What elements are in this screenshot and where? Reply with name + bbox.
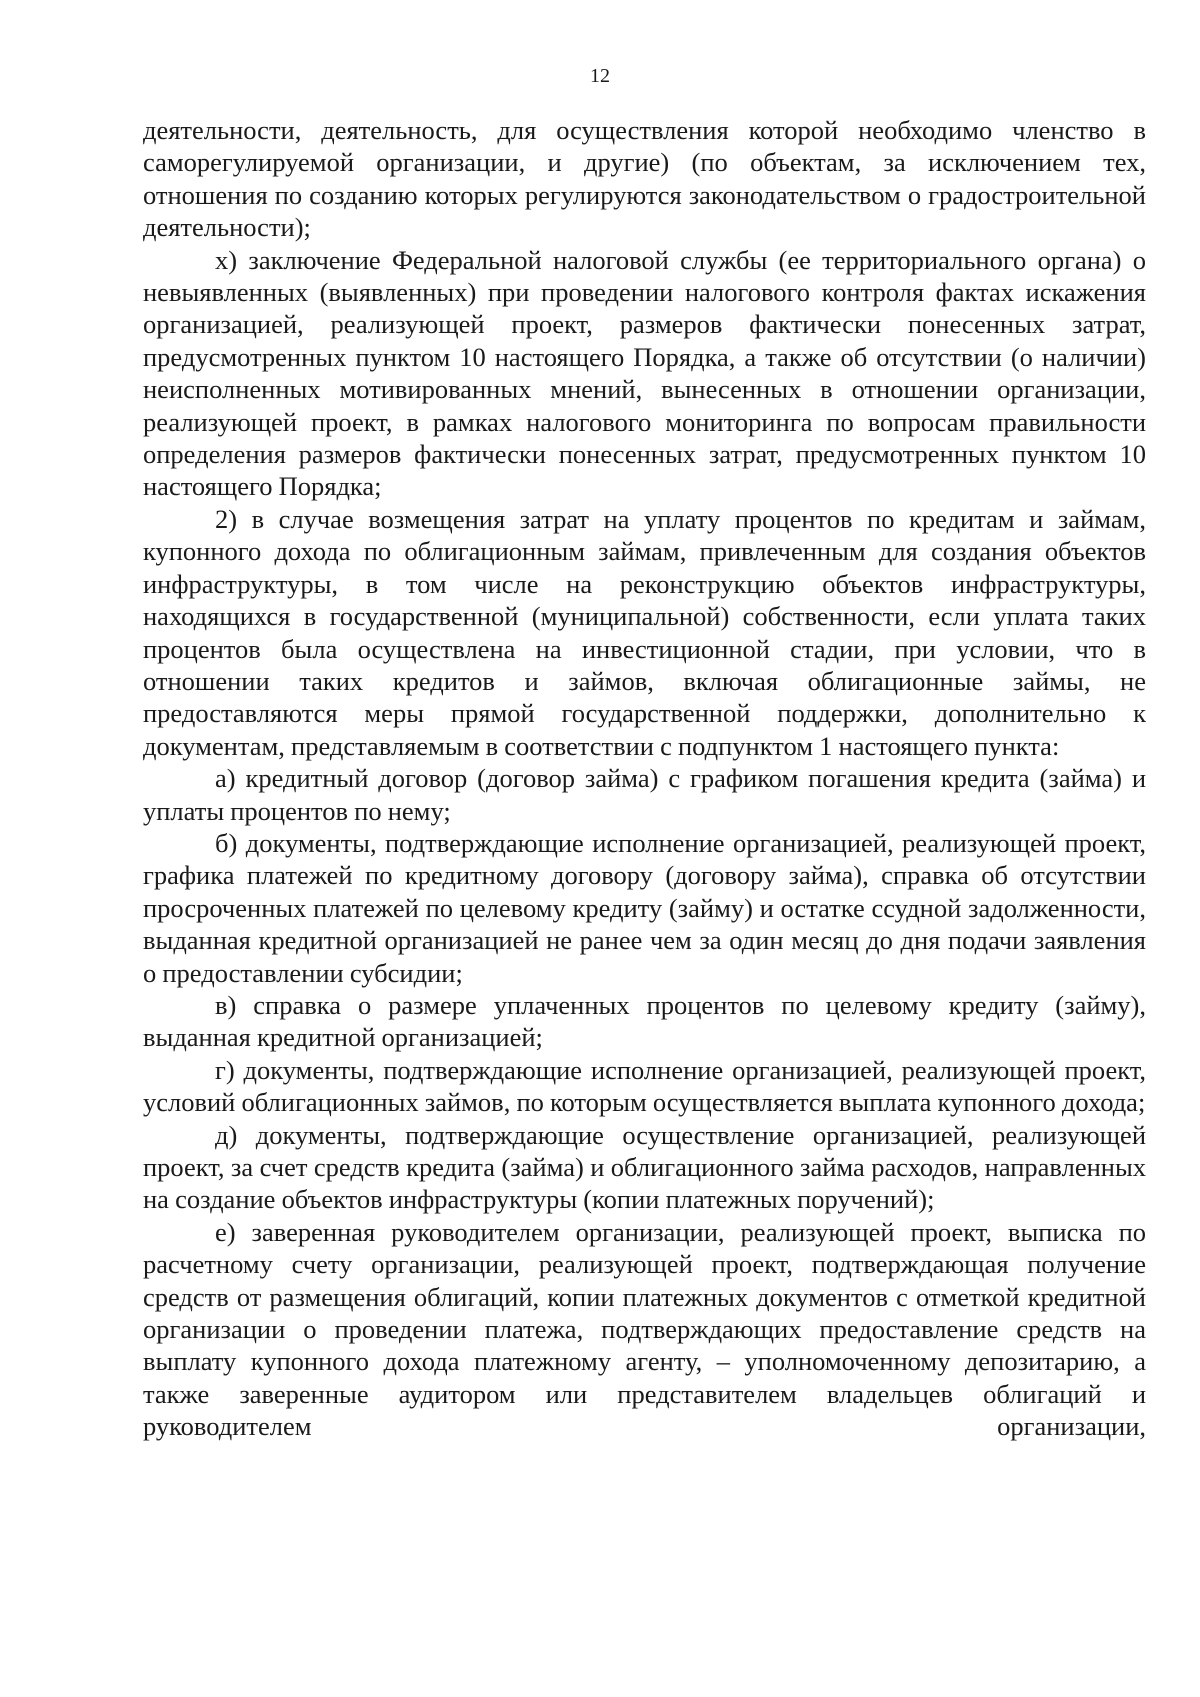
paragraph-item-2: 2) в случае возмещения затрат на уплату процентов по кредитам и займам, купонного дохода по облигационным займам, привлеченным для создания объектов инфраструктуры, в том числе на реконструкцию объектов инфраструктуры, находящихся в государственной (муниципальной) собственности, если уплата таких процентов была осуществлена на инвестиционной стадии, при условии, что в отношении таких кредитов и займов, включая облигационные займы, не предоставляются меры прямой государственной поддержки, дополнительно к документам, представляемым в соответствии с подпунктом 1 настоящего пункта: <box>143 503 1146 761</box>
page-number: 12 <box>590 65 610 87</box>
document-body <box>143 114 1146 1443</box>
paragraph-item-b: б) документы, подтверждающие исполнение организацией, реализующей проект, графика платежей по кредитному договору (договору займа), справка об отсутствии просроченных платежей по целевому кредиту (займу) и остатке ссудной задолженности, выданная кредитной организацией не ранее чем за один месяц до дня подачи заявления о предоставлении субсидии; <box>143 827 1146 988</box>
paragraph-item-g: г) документы, подтверждающие исполнение организацией, реализующей проект, условий облигационных займов, по которым осуществляется выплата купонного дохода; <box>143 1054 1146 1118</box>
paragraph-item-a: а) кредитный договор (договор займа) с графиком погашения кредита (займа) и уплаты процентов по нему; <box>143 763 1146 826</box>
paragraph-item-kh: х) заключение Федеральной налоговой службы (ее территориального органа) о невыявленных (выявленных) при проведении налогового контроля фактах искажения организацией, реализующей проект, размеров фактически понесенных затрат, предусмотренных пунктом 10 настоящего Порядка, а также об отсутствии (о наличии) неисполненных мотивированных мнений, вынесенных в отношении организации, реализующей проект, в рамках налогового мониторинга по вопросам правильности определения размеров фактически понесенных затрат, предусмотренных пунктом 10 настоящего Порядка; <box>143 244 1146 502</box>
paragraph-item-e: е) заверенная руководителем организации, реализующей проект, выписка по расчетному счету организации, реализующей проект, подтверждающая получение средств от размещения облигаций, копии платежных документов с отметкой кредитной организации о проведении платежа, подтверждающих предоставление средств на выплату купонного дохода платежному агенту, – уполномоченному депозитарию, а также заверенные аудитором или представителем владельцев облигаций и руководителем организации, <box>143 1216 1146 1442</box>
paragraph-continuation: деятельности, деятельность, для осуществления которой необходимо членство в саморегулируемой организации, и другие) (по объектам, за исключением тех, отношения по созданию которых регулируются законодательством о градостроительной деятельности); <box>143 115 1146 243</box>
paragraph-item-d: д) документы, подтверждающие осуществление организацией, реализующей проект, за счет средств кредита (займа) и облигационного займа расходов, направленных на создание объектов инфраструктуры (копии платежных поручений); <box>143 1119 1146 1215</box>
paragraph-item-v: в) справка о размере уплаченных процентов по целевому кредиту (займу), выданная кредитной организацией; <box>143 989 1146 1053</box>
